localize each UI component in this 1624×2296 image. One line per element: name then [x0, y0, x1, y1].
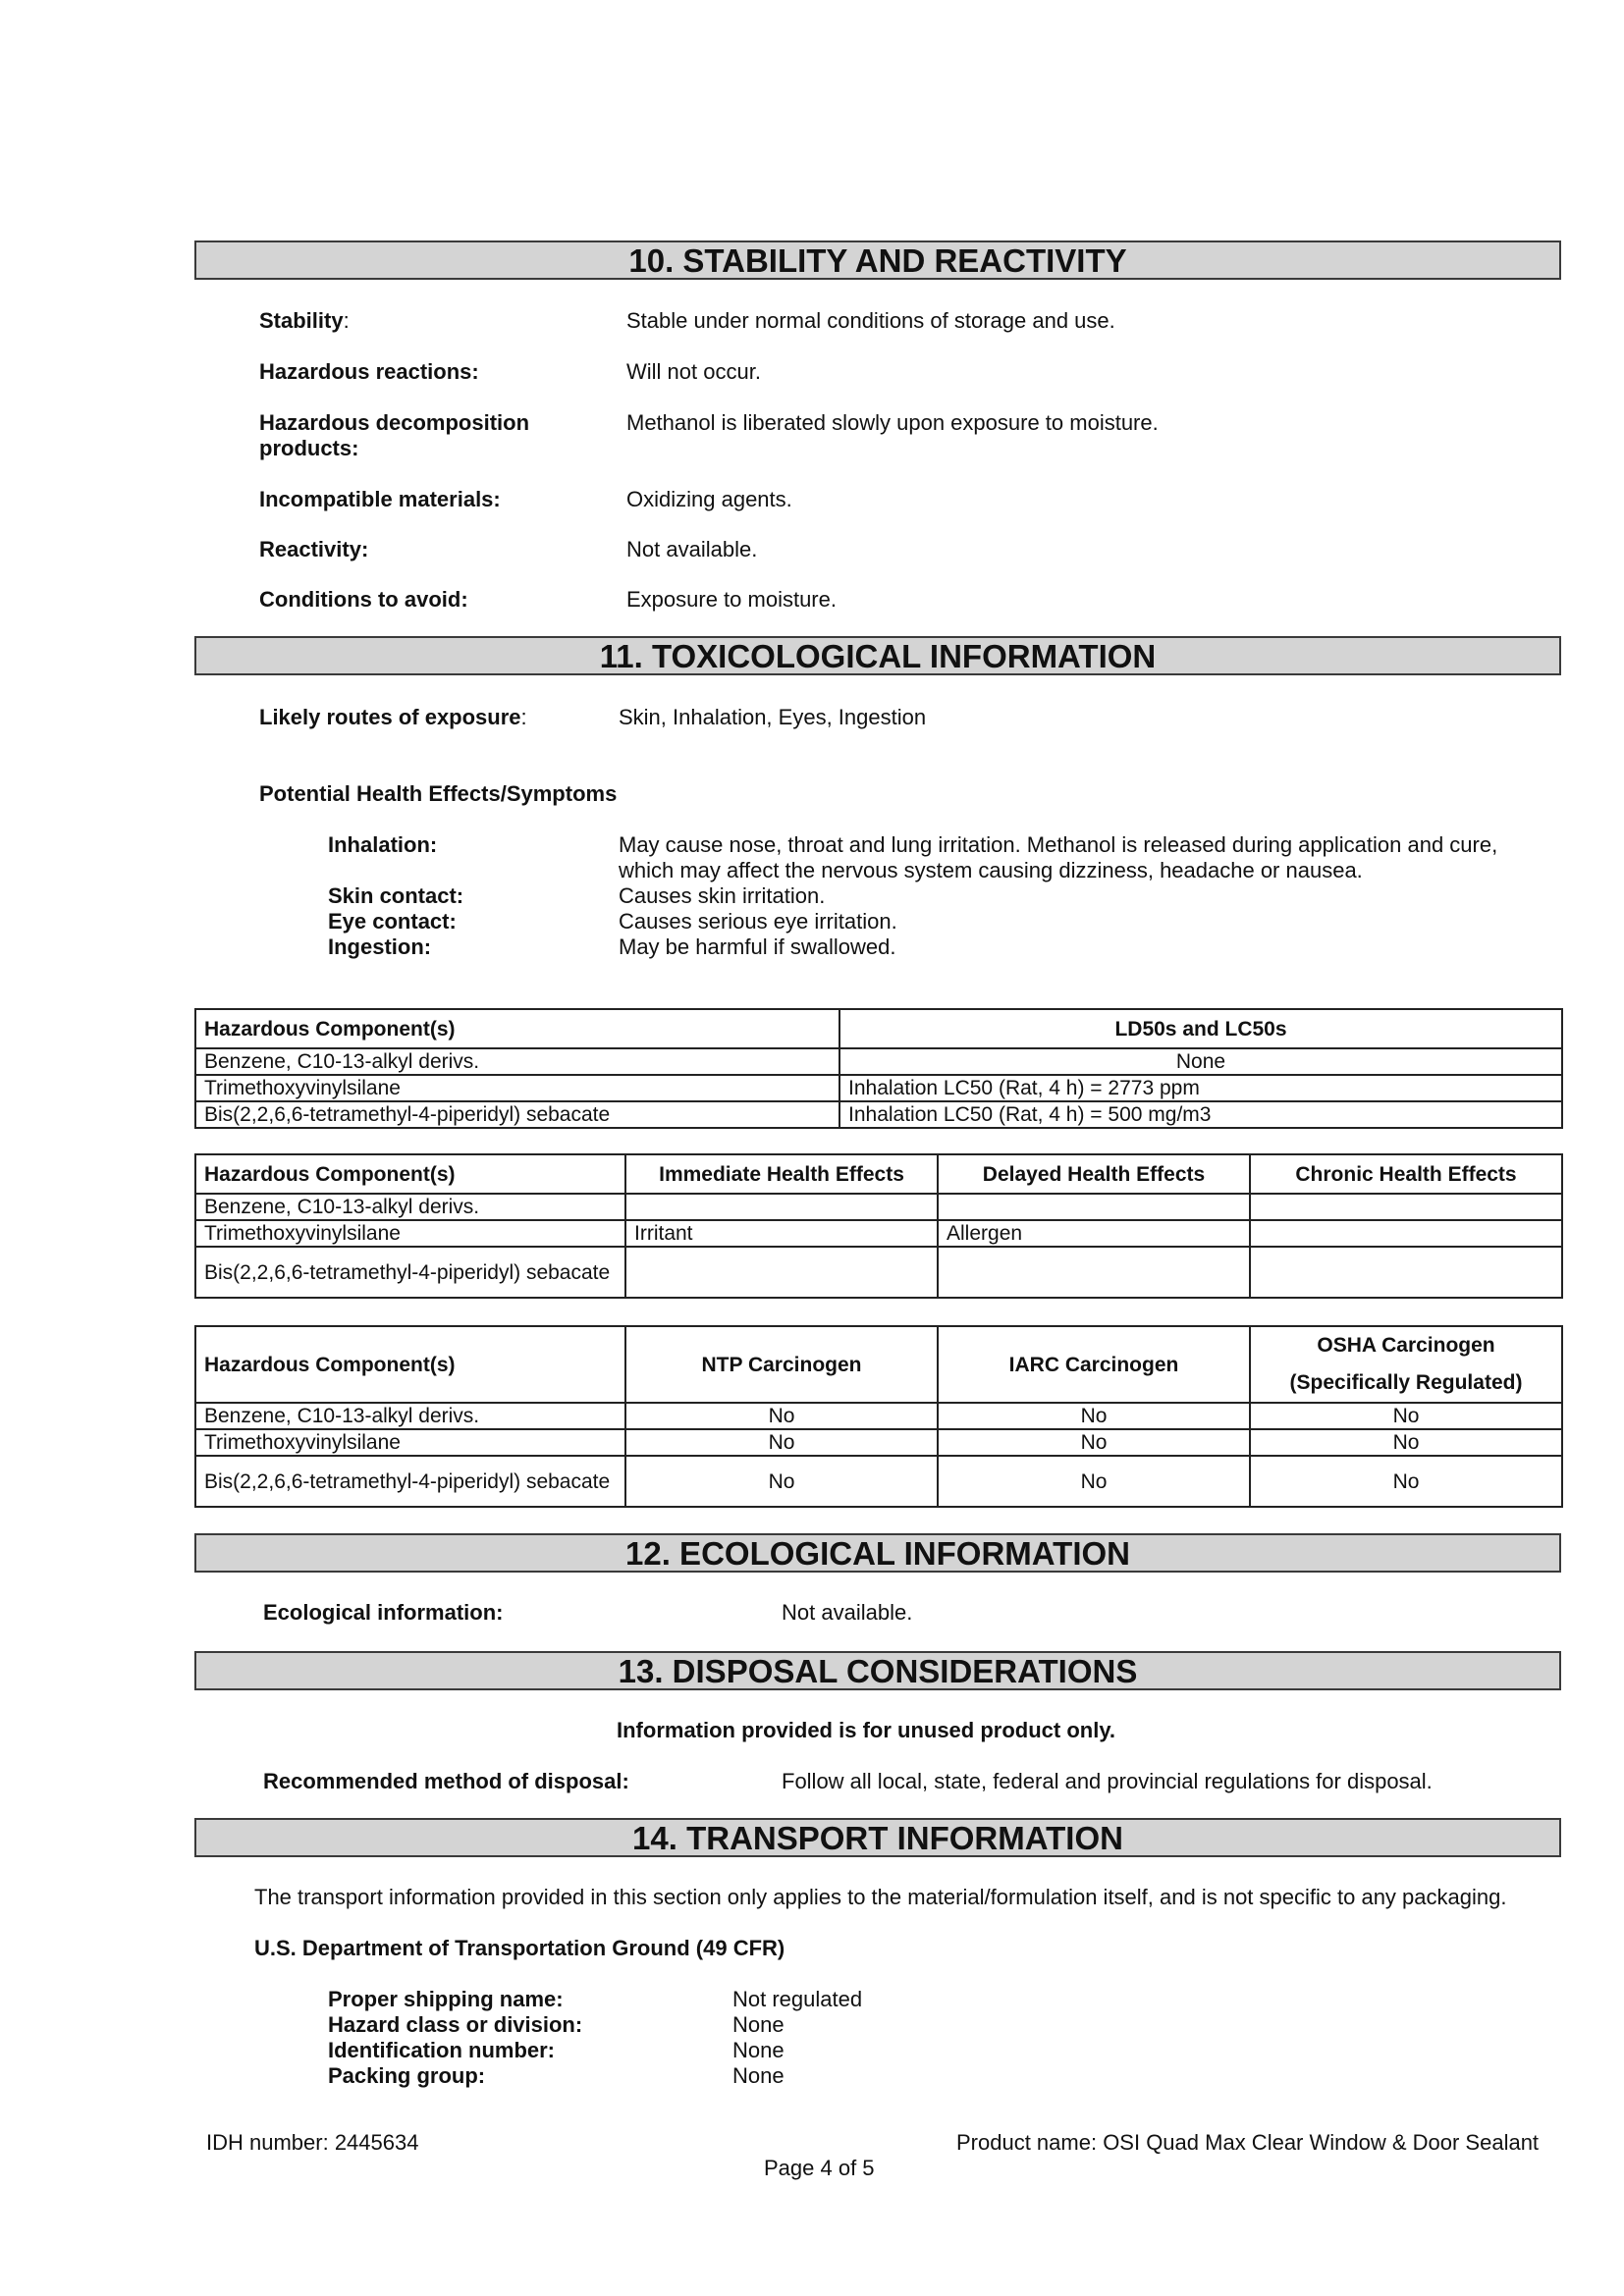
- carcinogen-table: [194, 1325, 1563, 1508]
- ld50-cell: Inhalation LC50 (Rat, 4 h) = 500 mg/m3: [839, 1101, 1562, 1128]
- dot-heading: U.S. Department of Transportation Ground (49 CFR): [254, 1936, 785, 1960]
- table-row: [195, 1456, 1562, 1507]
- carcinogen-cell: No: [625, 1456, 938, 1507]
- ld50-cell: Trimethoxyvinylsilane: [195, 1075, 839, 1101]
- table-row: [195, 1403, 1562, 1429]
- ingestion-value: May be harmful if swallowed.: [619, 934, 896, 959]
- health-effects-table: [194, 1153, 1563, 1299]
- carcinogen-cell: No: [938, 1456, 1250, 1507]
- identification-number-value: None: [732, 2038, 785, 2062]
- section-13-header: 13. DISPOSAL CONSIDERATIONS: [194, 1651, 1561, 1690]
- table-row: [195, 1075, 1562, 1101]
- table-row: [195, 1429, 1562, 1456]
- ecological-information-value: Not available.: [782, 1600, 913, 1625]
- health-cell: [1250, 1220, 1562, 1247]
- incompatible-materials-label: Incompatible materials:: [259, 487, 501, 511]
- hazard-class-value: None: [732, 2012, 785, 2037]
- health-header-immediate: Immediate Health Effects: [625, 1154, 938, 1194]
- section-14-header: 14. TRANSPORT INFORMATION: [194, 1818, 1561, 1857]
- health-cell: [1250, 1194, 1562, 1220]
- health-effects-heading: Potential Health Effects/Symptoms: [259, 781, 618, 806]
- ecological-information-label: Ecological information:: [263, 1600, 504, 1625]
- health-cell: Bis(2,2,6,6-tetramethyl-4-piperidyl) sebacate: [195, 1247, 625, 1298]
- carcinogen-cell: No: [938, 1403, 1250, 1429]
- incompatible-materials-value: Oxidizing agents.: [626, 487, 792, 511]
- health-cell: [938, 1247, 1250, 1298]
- hazardous-reactions-value: Will not occur.: [626, 359, 761, 384]
- table-row: [195, 1101, 1562, 1128]
- stability-value: Stable under normal conditions of storage and use.: [626, 308, 1115, 333]
- ld50-cell: Inhalation LC50 (Rat, 4 h) = 2773 ppm: [839, 1075, 1562, 1101]
- health-cell: [938, 1194, 1250, 1220]
- carcinogen-cell: Bis(2,2,6,6-tetramethyl-4-piperidyl) sebacate: [195, 1456, 625, 1507]
- disposal-method-label: Recommended method of disposal:: [263, 1769, 629, 1793]
- carcinogen-header-iarc: IARC Carcinogen: [938, 1326, 1250, 1403]
- packing-group-value: None: [732, 2063, 785, 2088]
- carcinogen-cell: No: [1250, 1403, 1562, 1429]
- decomposition-label-line-2: products:: [259, 436, 359, 460]
- stability-label: Stability:: [259, 308, 350, 333]
- reactivity-label: Reactivity:: [259, 537, 369, 561]
- section-12-header: 12. ECOLOGICAL INFORMATION: [194, 1533, 1561, 1573]
- osha-header-line-1: OSHA Carcinogen: [1317, 1334, 1495, 1357]
- section-10-header: 10. STABILITY AND REACTIVITY: [194, 240, 1561, 280]
- hazardous-reactions-label: Hazardous reactions:: [259, 359, 479, 384]
- shipping-name-label: Proper shipping name:: [328, 1987, 564, 2011]
- health-cell: [625, 1247, 938, 1298]
- health-cell: Allergen: [938, 1220, 1250, 1247]
- health-header-chronic: Chronic Health Effects: [1250, 1154, 1562, 1194]
- hazard-class-label: Hazard class or division:: [328, 2012, 583, 2037]
- ld50-cell: Bis(2,2,6,6-tetramethyl-4-piperidyl) sebacate: [195, 1101, 839, 1128]
- ingestion-label: Ingestion:: [328, 934, 432, 959]
- ld50-header-values: LD50s and LC50s: [839, 1009, 1562, 1048]
- table-row: [195, 1220, 1562, 1247]
- health-cell: Benzene, C10-13-alkyl derivs.: [195, 1194, 625, 1220]
- disposal-method-value: Follow all local, state, federal and provincial regulations for disposal.: [782, 1769, 1433, 1793]
- carcinogen-cell: No: [625, 1429, 938, 1456]
- inhalation-value-line-2: which may affect the nervous system causing dizziness, headache or nausea.: [619, 858, 1363, 882]
- identification-number-label: Identification number:: [328, 2038, 555, 2062]
- health-cell: Trimethoxyvinylsilane: [195, 1220, 625, 1247]
- skin-contact-value: Causes skin irritation.: [619, 883, 826, 908]
- conditions-to-avoid-label: Conditions to avoid:: [259, 587, 468, 612]
- carcinogen-cell: No: [938, 1429, 1250, 1456]
- health-cell: [625, 1194, 938, 1220]
- skin-contact-label: Skin contact:: [328, 883, 464, 908]
- carcinogen-header-ntp: NTP Carcinogen: [625, 1326, 938, 1403]
- footer-idh-number: IDH number: 2445634: [206, 2130, 419, 2155]
- disposal-note: Information provided is for unused product only.: [617, 1718, 1116, 1742]
- carcinogen-cell: No: [1250, 1456, 1562, 1507]
- table-row: [195, 1194, 1562, 1220]
- eye-contact-value: Causes serious eye irritation.: [619, 909, 897, 934]
- health-header-component: Hazardous Component(s): [195, 1154, 625, 1194]
- eye-contact-label: Eye contact:: [328, 909, 457, 934]
- routes-of-exposure-value: Skin, Inhalation, Eyes, Ingestion: [619, 705, 927, 729]
- footer-product-name: Product name: OSI Quad Max Clear Window & Door Sealant: [956, 2130, 1540, 2155]
- carcinogen-cell: Trimethoxyvinylsilane: [195, 1429, 625, 1456]
- decomposition-value: Methanol is liberated slowly upon exposure to moisture.: [626, 410, 1159, 435]
- ld50-cell: Benzene, C10-13-alkyl derivs.: [195, 1048, 839, 1075]
- reactivity-value: Not available.: [626, 537, 758, 561]
- carcinogen-header-osha: [1250, 1326, 1562, 1403]
- routes-of-exposure-label: Likely routes of exposure:: [259, 705, 527, 729]
- health-cell: Irritant: [625, 1220, 938, 1247]
- health-header-delayed: Delayed Health Effects: [938, 1154, 1250, 1194]
- footer-page-number: Page 4 of 5: [764, 2156, 875, 2180]
- packing-group-label: Packing group:: [328, 2063, 486, 2088]
- conditions-to-avoid-value: Exposure to moisture.: [626, 587, 837, 612]
- osha-header-line-2: (Specifically Regulated): [1289, 1371, 1523, 1394]
- ld50-cell: None: [839, 1048, 1562, 1075]
- ld50-table: [194, 1008, 1563, 1129]
- table-row: [195, 1247, 1562, 1298]
- inhalation-value-line-1: May cause nose, throat and lung irritation. Methanol is released during application and cure,: [619, 832, 1498, 857]
- section-11-header: 11. TOXICOLOGICAL INFORMATION: [194, 636, 1561, 675]
- ld50-header-component: Hazardous Component(s): [195, 1009, 839, 1048]
- table-row: [195, 1048, 1562, 1075]
- carcinogen-cell: No: [1250, 1429, 1562, 1456]
- transport-intro: The transport information provided in this section only applies to the material/formulation itself, and is not specific to any packaging.: [254, 1885, 1507, 1909]
- shipping-name-value: Not regulated: [732, 1987, 863, 2011]
- carcinogen-cell: Benzene, C10-13-alkyl derivs.: [195, 1403, 625, 1429]
- carcinogen-header-component: Hazardous Component(s): [195, 1326, 625, 1403]
- carcinogen-cell: No: [625, 1403, 938, 1429]
- inhalation-label: Inhalation:: [328, 832, 438, 857]
- health-cell: [1250, 1247, 1562, 1298]
- decomposition-label-line-1: Hazardous decomposition: [259, 410, 530, 435]
